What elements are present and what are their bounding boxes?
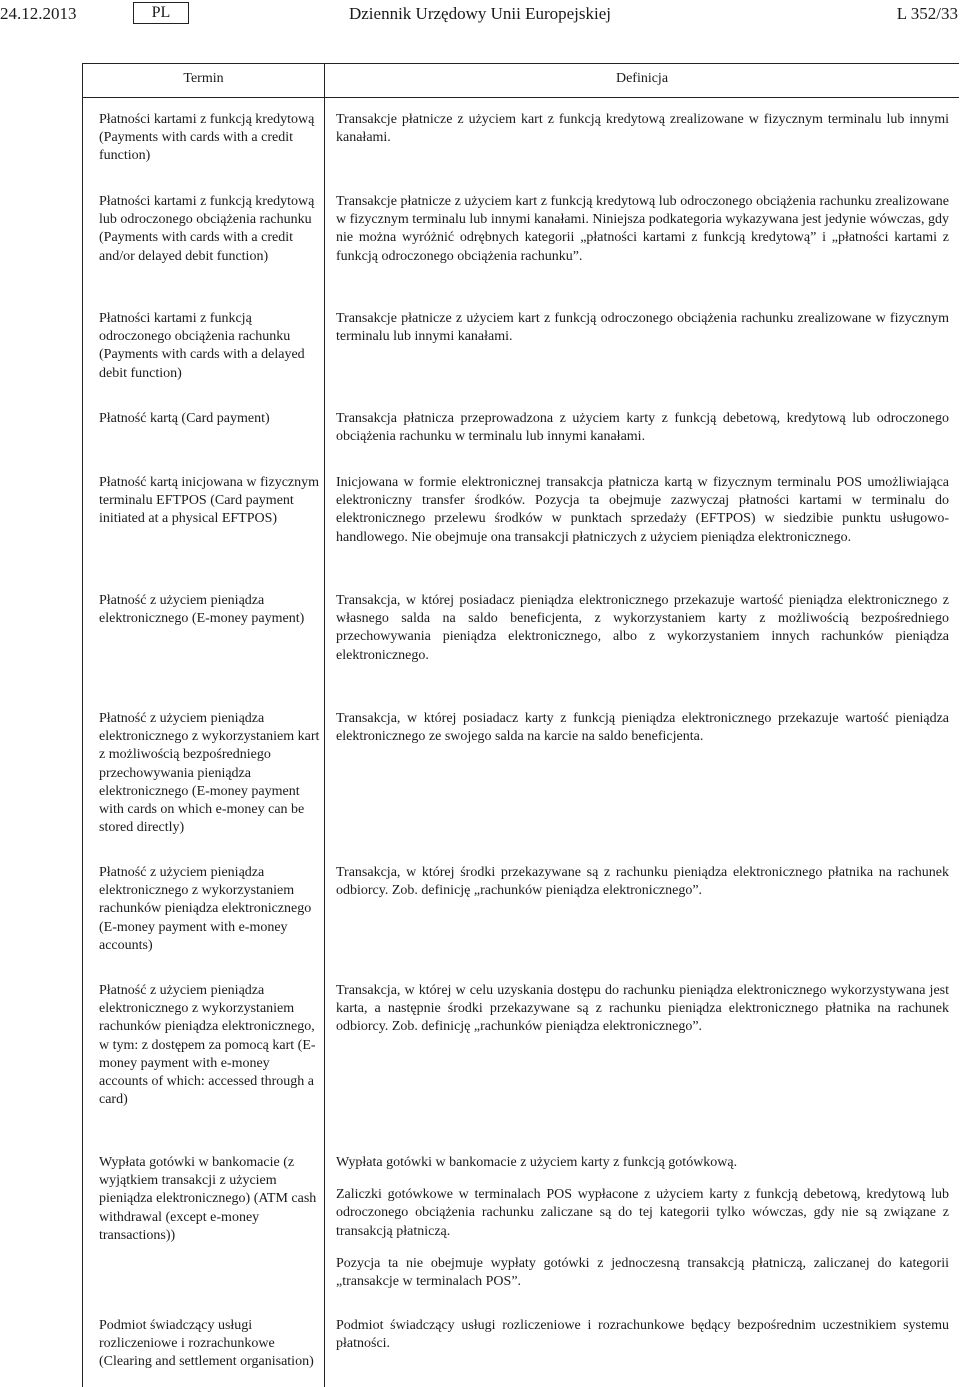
term-cell: Płatność kartą inicjowana w fizycznym terminalu EFTPOS (Card payment initiated at a physical EFTPOS) (99, 475, 320, 527)
column-divider (324, 64, 325, 1387)
definition-paragraph: Zaliczki gotówkowe w terminalach POS wypłacone z użyciem karty z funkcją debetową, kredytową lub odroczonego obciążenia rachunku zaliczane są do tej kategorii tylko wówczas, gdy nie są związane z transakcją płatniczą. (336, 1187, 949, 1239)
column-header-term: Termin (183, 71, 224, 86)
definition-paragraph: Transakcja płatnicza przeprowadzona z użyciem karty z funkcją debetową, kredytową lub odroczonego obciążenia rachunku w terminalu lub innymi kanałami. (336, 411, 949, 445)
definition-paragraph: Transakcja, w której posiadacz pieniądza elektronicznego przekazuje wartość pieniądza elektronicznego z własnego salda na saldo beneficjenta, z wykorzystaniem karty z możliwością bezpośredniego przechowywania pieniądza elektronicznego, albo z wykorzystaniem innych rachunków pieniądza elektronicznego. (336, 593, 949, 663)
term-cell: Płatność z użyciem pieniądza elektronicznego (E-money payment) (99, 593, 305, 627)
definition-cell (336, 592, 949, 679)
journal-title: Dziennik Urzędowy Unii Europejskiej (348, 4, 611, 23)
term-cell: Płatność z użyciem pieniądza elektronicznego z wykorzystaniem rachunków pieniądza elektronicznego (E-money payment with e-money accounts) (99, 865, 312, 953)
term-cell: Wypłata gotówki w bankomacie (z wyjątkiem transakcji z użyciem pieniądza elektronicznego) (ATM cash withdrawal (except e-money transactions)) (99, 1155, 317, 1243)
definition-paragraph: Transakcja, w której środki przekazywane są z rachunku pieniądza elektronicznego płatnika na rachunek odbiorcy. Zob. definicję „rachunków pieniądza elektronicznego”. (336, 865, 949, 899)
definition-paragraph: Transakcje płatnicze z użyciem kart z funkcją kredytową lub odroczonego obciążenia rachunku zrealizowane w fizycznym terminalu lub innymi kanałami. Niniejsza podkategoria wykazywana jest jedynie wówczas, gdy nie można wyróżnić odrębnych kategorii „płatności kartami z funkcją kredytową” i „płatności kartami z funkcją odroczonego obciążenia rachunku”. (336, 194, 949, 264)
header-divider (83, 97, 959, 98)
definition-paragraph: Pozycja ta nie obejmuje wypłaty gotówki z jednoczesną transakcją płatniczą, zaliczanej do kategorii „transakcje w terminalach POS”. (336, 1255, 949, 1290)
definition-cell (336, 864, 949, 914)
definition-paragraph: Wypłata gotówki w bankomacie z użyciem karty z funkcją gotówkową. (336, 1155, 738, 1170)
definition-cell (336, 1154, 949, 1305)
page-header (0, 0, 960, 30)
definition-paragraph: Inicjowana w formie elektronicznej transakcja płatnicza kartą w fizycznym terminalu POS umożliwiająca elektroniczny transfer środków. Pozycja ta obejmuje zazwyczaj płatności kartami w terminalu do elektronicznego przelewu środków w punktach sprzedaży (EFTPOS) w siedzibie punktu usługowo-handlowego. Nie obejmuje ona transakcji płatniczych z użyciem pieniądza elektronicznego. (336, 475, 949, 545)
definition-paragraph: Transakcja, w której w celu uzyskania dostępu do rachunku pieniądza elektronicznego wykorzystywana jest karta, a następnie środki przekazywane są z rachunku pieniądza elektronicznego płatnika na rachunek odbiorcy. Zob. definicję „rachunków pieniądza elektronicznego”. (336, 983, 949, 1035)
definition-cell (336, 410, 949, 460)
term-cell: Płatności kartami z funkcją kredytową (Payments with cards with a credit function) (99, 112, 315, 164)
definition-cell (336, 1317, 949, 1367)
definitions-table (82, 63, 959, 1387)
page-reference: L 352/33 (896, 4, 958, 23)
term-cell: Płatności kartami z funkcją odroczonego obciążenia rachunku (Payments with cards with a delayed debit function) (99, 311, 305, 381)
publication-date: 24.12.2013 (0, 4, 77, 23)
definition-cell (336, 310, 949, 360)
term-cell: Podmiot świadczący usługi rozliczeniowe i rozrachunkowe (Clearing and settlement organisation) (99, 1318, 314, 1370)
definition-paragraph: Transakcja, w której posiadacz karty z funkcją pieniądza elektronicznego przekazuje wartość pieniądza elektronicznego ze swojego salda na karcie na saldo beneficjenta. (336, 711, 949, 745)
definition-cell (336, 710, 949, 760)
language-box: PL (133, 2, 189, 24)
definition-cell (336, 474, 949, 561)
definition-paragraph: Podmiot świadczący usługi rozliczeniowe i rozrachunkowe będący bezpośrednim uczestnikiem systemu płatności. (336, 1318, 949, 1352)
term-cell: Płatności kartami z funkcją kredytową lub odroczonego obciążenia rachunku (Payments with cards with a credit and/or delayed debit function) (99, 194, 315, 264)
term-cell: Płatność z użyciem pieniądza elektronicznego z wykorzystaniem rachunków pieniądza elektronicznego, w tym: z dostępem za pomocą kart (E-money payment with e-money accounts of which: accessed through a card) (99, 983, 316, 1108)
column-header-definition: Definicja (615, 71, 669, 86)
definition-cell (336, 982, 949, 1051)
definition-paragraph: Transakcje płatnicze z użyciem kart z funkcją odroczonego obciążenia rachunku zrealizowane w fizycznym terminalu lub innymi kanałami. (336, 311, 949, 345)
term-cell: Płatność kartą (Card payment) (99, 411, 270, 426)
definition-cell (336, 193, 949, 280)
definition-cell (336, 111, 949, 161)
definition-paragraph: Transakcje płatnicze z użyciem kart z funkcją kredytową zrealizowane w fizycznym terminalu lub innymi kanałami. (336, 112, 949, 146)
term-cell: Płatność z użyciem pieniądza elektronicznego z wykorzystaniem kart z możliwością bezpośredniego przechowywania pieniądza elektronicznego (E-money payment with cards on which e-money can be stored directly) (99, 711, 320, 836)
